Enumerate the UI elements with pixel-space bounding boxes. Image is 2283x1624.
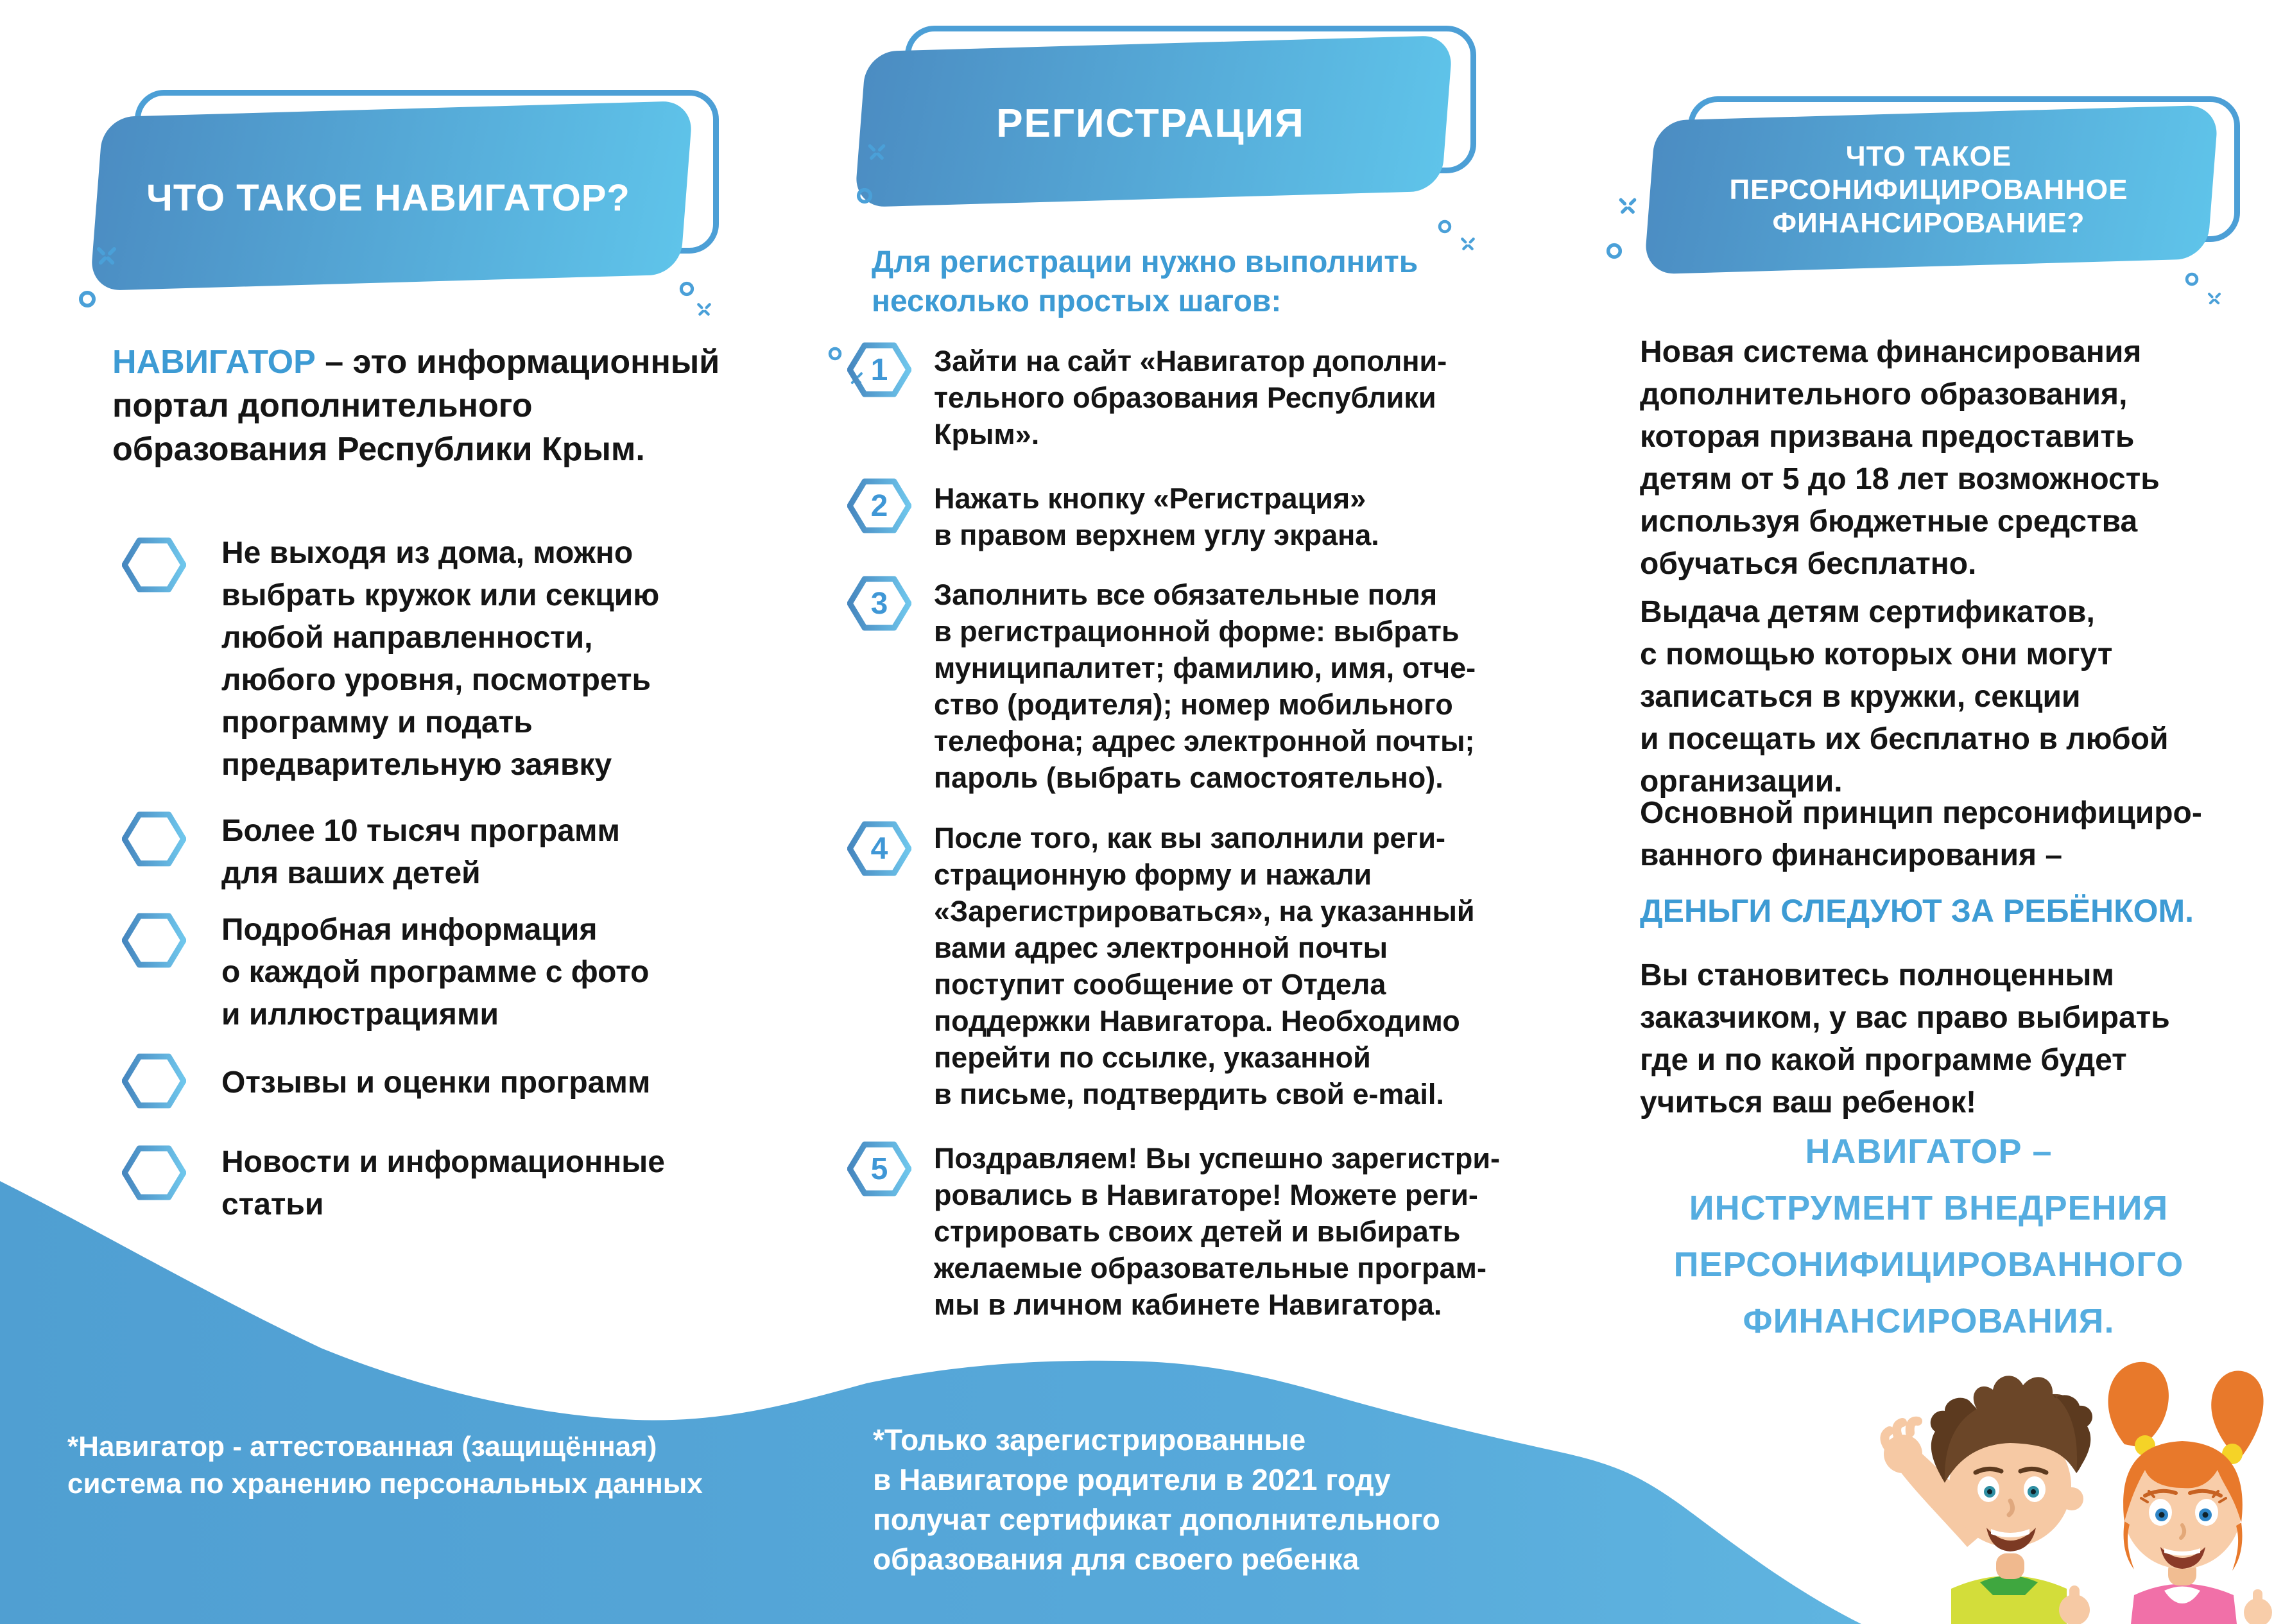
sparkle-x-icon [1460,236,1476,253]
left-intro-highlight: НАВИГАТОР [112,343,316,381]
right-banner [1650,96,2240,266]
sparkle-o-icon [1606,243,1623,259]
step-4-number: 4 [870,831,888,866]
girl-illustration [2108,1362,2272,1624]
step-2-text: Нажать кнопку «Регистрация» в правом верхнем углу экрана. [934,482,1379,551]
hexagon-bullet-icon [122,810,186,868]
hexagon-bullet-icon [122,1144,186,1202]
step-5-number: 5 [870,1152,888,1186]
sparkle-x-icon [2207,291,2222,307]
left-bullet-4: Отзывы и оценки программ [221,1066,651,1100]
right-paragraph-2: Выдача детям сертификатов, с помощью которых они могут записаться в кружки, секции и посещать их бесплатно в любой организации. [1640,595,2169,799]
right-paragraph-4: Вы становитесь полноценным заказчиком, у вас право выбирать где и по какой программе будет учиться ваш ребенок! [1640,958,2170,1119]
step-2-number: 2 [870,488,888,523]
sparkle-o-icon [679,281,694,297]
sparkle-o-icon [856,187,873,204]
left-bullet-1: Не выходя из дома, можно выбрать кружок или секцию любой направленности, любого уровня, посмотреть программу и подать предварительную заявку [221,536,660,782]
left-intro-line1 [112,340,719,384]
right-banner-title: ЧТО ТАКОЕ ПЕРСОНИФИЦИРОВАННОЕ ФИНАНСИРОВАНИЕ? [1729,140,2128,239]
step-4-text: После того, как вы заполнили реги- страционную форму и нажали «Зарегистрироваться», на указанный вами адрес электронной почты поступит сообщение от Отдела поддержки Навигатора. Необходимо перейти по ссылке, указанной в письме, подтвердить свой e-mail. [934,822,1475,1110]
middle-intro: Для регистрации нужно выполнить несколько простых шагов: [872,245,1418,318]
children-illustration [1848,1335,2283,1624]
sparkle-x-icon [1617,196,1638,217]
left-footnote: *Навигатор - аттестованная (защищённая) система по хранению персональных данных [67,1431,703,1499]
step-3-number: 3 [870,586,888,621]
right-principle-highlight: ДЕНЬГИ СЛЕДУЮТ ЗА РЕБЁНКОМ. [1640,893,2194,929]
sparkle-x-icon [866,143,887,163]
left-intro-rest: портал дополнительного образования Республики Крым. [112,387,645,468]
left-intro [112,340,719,471]
right-paragraph-3: Основной принцип персонифициро- ванного финансирования – [1640,796,2202,872]
step-5-text: Поздравляем! Вы успешно зарегистри- ровались в Навигаторе! Можете реги- стрировать своих детей и выбирать желаемые образовательные програм- мы в личном кабинете Навигатора. [934,1142,1500,1321]
boy-illustration [1884,1376,2092,1624]
left-banner-title: ЧТО ТАКОЕ НАВИГАТОР? [146,177,630,219]
step-1-hexagon [847,341,911,398]
left-banner [96,90,719,282]
hexagon-bullet-icon [122,911,186,969]
step-5-hexagon [847,1141,911,1197]
step-4-hexagon [847,820,911,877]
sparkle-o-icon [1438,220,1452,234]
right-paragraph-1: Новая система финансирования дополнительного образования, которая призвана предоставить детям от 5 до 18 лет возможность используя бюджетные средства обучаться бесплатно. [1640,335,2160,581]
step-1-text: Зайти на сайт «Навигатор дополни- тельного образования Республики Крым». [934,345,1447,451]
hexagon-bullet-icon [122,536,186,594]
sparkle-x-icon [696,302,712,318]
left-intro-after: – это информационный [315,343,720,381]
right-closing-statement: НАВИГАТОР – ИНСТРУМЕНТ ВНЕДРЕНИЯ ПЕРСОНИФИЦИРОВАННОГО ФИНАНСИРОВАНИЯ. [1673,1132,2184,1340]
sparkle-x-icon [95,245,118,268]
left-bullet-3: Подробная информация о каждой программе с фото и иллюстрациями [221,913,650,1032]
sparkle-o-icon [2185,272,2199,286]
sparkle-o-icon [78,290,96,308]
middle-banner [860,26,1476,199]
step-3-text: Заполнить все обязательные поля в регистрационной форме: выбрать муниципалитет; фамилию, имя, отче- ство (родителя); номер мобильного телефона; адрес электронной почты; пароль (выбрать самостоятельно). [934,578,1476,794]
hexagon-bullet-icon [122,1052,186,1110]
step-1-number: 1 [870,352,888,387]
left-bullet-2: Более 10 тысяч программ для ваших детей [221,814,620,890]
step-3-hexagon [847,575,911,632]
left-bullet-5: Новости и информационные статьи [221,1145,665,1222]
middle-banner-title: РЕГИСТРАЦИЯ [996,101,1305,146]
step-2-hexagon [847,478,911,534]
middle-footnote: *Только зарегистрированные в Навигаторе родители в 2021 году получат сертификат дополнительного образования для своего ребенка [873,1423,1440,1576]
sparkle-o-icon [828,347,842,361]
